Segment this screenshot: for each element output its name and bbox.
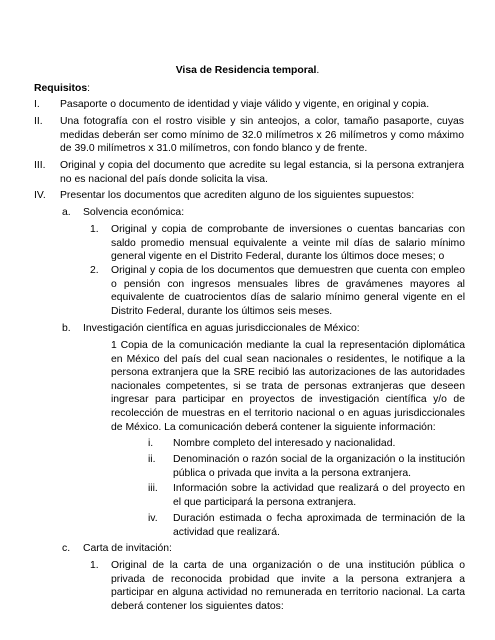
title-text: Visa de Residencia temporal	[175, 65, 317, 76]
case-letter: a.	[62, 207, 71, 218]
case-a-item-1	[90, 223, 465, 264]
roman-number: ii.	[148, 454, 156, 465]
roman-number: iv.	[148, 513, 158, 524]
requirement-item-1	[34, 98, 464, 112]
roman-number: iii.	[148, 483, 158, 494]
case-b	[62, 322, 462, 336]
case-a	[62, 206, 462, 220]
case-b-roman-2	[148, 453, 465, 480]
item-text: Pasaporte o documento de identidad y viaje válido y vigente, en original y copia.	[60, 99, 430, 110]
item-number: I.	[34, 99, 40, 110]
document-title	[0, 64, 495, 78]
case-b-paragraph	[111, 339, 465, 434]
item-number: IV.	[34, 190, 46, 201]
requirements-colon: :	[87, 83, 91, 94]
item-number: 2.	[90, 265, 99, 276]
item-text: Presentar los documentos que acrediten alguno de los siguientes supuestos:	[60, 190, 415, 201]
item-number: III.	[34, 160, 46, 171]
requirement-item-3	[34, 159, 464, 186]
requirements-heading	[34, 82, 90, 96]
case-b-roman-3	[148, 482, 465, 509]
roman-text: Nombre completo del interesado y nacionalidad.	[173, 438, 396, 449]
requirements-heading-text: Requisitos	[34, 83, 88, 94]
item-text: Original y copia del documento que acredite su legal estancia, si la persona extranjera no es nacional del país donde solicita la visa.	[60, 160, 464, 185]
case-letter: c.	[62, 543, 71, 554]
item-text: Original y copia de comprobante de inversiones o cuentas bancarias con saldo promedio mensual equivalente a veinte mil días de salario mínimo general vigente en el Distrito Federal, durante los últimos doce meses; o	[111, 224, 465, 263]
item-number: 1.	[90, 560, 99, 571]
roman-text: Duración estimada o fecha aproximada de terminación de la actividad que realizará.	[173, 513, 465, 538]
case-text: Investigación científica en aguas jurisdiccionales de México:	[83, 323, 360, 334]
case-a-item-2	[90, 264, 465, 318]
roman-text: Denominación o razón social de la organización o la institución pública o privada que invita a la persona extranjera.	[173, 454, 465, 479]
requirement-item-2	[34, 115, 464, 156]
case-text: Carta de invitación:	[83, 543, 172, 554]
case-letter: b.	[62, 323, 71, 334]
item-number: 1.	[90, 224, 99, 235]
case-b-roman-4	[148, 512, 465, 539]
paragraph-text: 1 Copia de la comunicación mediante la cual la representación diplomática en México del país del cual sean nacionales o residentes, le notifique a la persona extranjera que la SRE recibió las autorizaciones de las autoridades nacionales competentes, si se trata de personas extranjeras que deseen ingresar para participar en proyectos de investigación científica y/o de recolección de muestras en el territorio nacional o en aguas jurisdiccionales de México. La comunicación deberá contener la siguiente información:	[111, 340, 465, 433]
case-c-item-1	[90, 559, 465, 613]
item-text: Original y copia de los documentos que demuestren que cuenta con empleo o pensión con ingresos mensuales libres de gravámenes mayores al equivalente de cuatrocientos días de salario mínimo general vigente en el Distrito Federal, durante los últimos seis meses.	[111, 265, 465, 317]
case-text: Solvencia económica:	[83, 207, 185, 218]
item-text: Una fotografía con el rostro visible y sin anteojos, a color, tamaño pasaporte, cuyas medidas deberán ser como mínimo de 32.0 milímetros x 26 milímetros y como máximo de 39.0 milímetros x 31.0 milímetros, con fondo blanco y de frente.	[60, 116, 464, 155]
roman-text: Información sobre la actividad que realizará o del proyecto en el que participará la persona extranjera.	[173, 483, 465, 508]
requirement-item-4	[34, 189, 470, 203]
case-b-roman-1	[148, 437, 465, 451]
case-c	[62, 542, 462, 556]
item-number: II.	[34, 116, 43, 127]
title-period: .	[316, 65, 320, 76]
roman-number: i.	[148, 438, 154, 449]
item-text: Original de la carta de una organización o de una institución pública o privada de reconocida probidad que invite a la persona extranjera a participar en alguna actividad no remunerada en territorio nacional. La carta deberá contener los siguientes datos:	[111, 560, 465, 612]
